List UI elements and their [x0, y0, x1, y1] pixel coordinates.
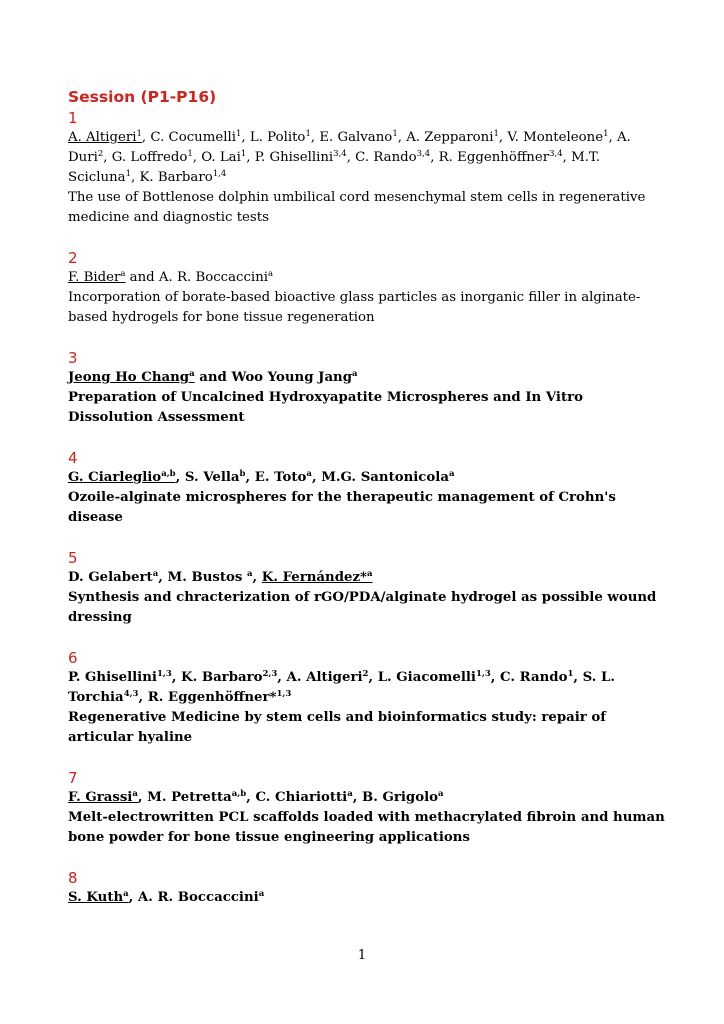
author-affiliation: a: [438, 789, 444, 799]
author: [287, 670, 369, 685]
author-name: K. Barbaro: [139, 170, 213, 185]
author-name: M. Bustos: [167, 570, 247, 585]
author-name: Jeong Ho Chang: [68, 370, 190, 385]
author-affiliation: a: [347, 789, 353, 799]
abstract-list-page: [68, 86, 668, 928]
author-name: F. Grassi: [68, 790, 133, 805]
author-name: G. Loffredo: [111, 150, 188, 165]
abstract-entry: [68, 648, 668, 748]
author: [255, 470, 312, 485]
author: [255, 150, 347, 165]
presenting-author: [68, 470, 176, 485]
author-affiliation: 1,3: [276, 689, 292, 699]
author-name: S. L. Torchia: [68, 670, 616, 705]
author-affiliation: 2: [362, 669, 369, 679]
abstract-entry: [68, 548, 668, 628]
author-affiliation: 1: [240, 149, 247, 159]
presenting-author: [68, 130, 142, 145]
author-name: P. Ghisellini: [254, 150, 334, 165]
author: [250, 130, 311, 145]
author-name: C. Cocumelli: [150, 130, 236, 145]
author-affiliation: a,b: [231, 789, 247, 799]
author-name: A. Altigeri: [68, 130, 137, 145]
author-name: A. Duri: [68, 130, 631, 165]
author-affiliation: 1: [125, 169, 131, 179]
author-name: G. Ciarleglio: [68, 470, 162, 485]
author-affiliation: a: [448, 469, 455, 479]
author-name: Woo Young Jang: [231, 370, 353, 385]
author-affiliation: a: [152, 569, 159, 579]
session-title: Session (P1-P16): [68, 88, 217, 106]
author: [112, 150, 193, 165]
author-affiliation: a: [352, 369, 358, 379]
author-name: F. Bider: [68, 270, 121, 285]
author-affiliation: 1: [567, 669, 574, 679]
author-affiliation: 1: [493, 129, 499, 139]
entry-authors: A. Altigeri$^1$, C. Cocumelli$^1$, L. Polito$^1$, E. Galvano$^1$, A. Zepparoni$^1$, V. Monteleone$^1$, A. Duri$^2$, G. Loffredo$^1$, O. Lai$^1$, P. Ghisellini$^{3,4}$, C. Rando$^{3,4}$, R. Eggenhöffner$^{3,4}$, M.T. Scicluna$^1$, K. Barbaro$^{1,4}$: [68, 129, 631, 185]
author-affiliation: 3,4: [416, 149, 431, 159]
author: [362, 790, 444, 805]
author-name: D. Gelabert: [68, 570, 153, 585]
author: [150, 130, 241, 145]
entry-number: 8: [68, 869, 78, 887]
entry-title: Synthesis and chracterization of rGO/PDA/alginate hydrogel as possible wound dressing: [68, 590, 657, 625]
author-name: A. Zepparoni: [406, 130, 494, 145]
author: [500, 670, 573, 685]
author-name: K. Barbaro: [181, 670, 263, 685]
entry-title: Ozoile-alginate microspheres for the therapeutic management of Crohn's disease: [68, 490, 616, 525]
author: [439, 150, 563, 165]
author-affiliation: a: [268, 269, 274, 279]
author: [378, 670, 491, 685]
author-affiliation: a,b: [161, 469, 176, 479]
author-affiliation: 2: [97, 149, 104, 159]
author-affiliation: b: [239, 469, 246, 479]
entry-title: Preparation of Uncalcined Hydroxyapatite Microspheres and In Vitro Dissolution Assessment: [68, 390, 583, 425]
entry-authors: S. Kuth$^a$, A. R. Boccaccini$^a$: [68, 889, 265, 905]
author: [68, 670, 172, 685]
author-name: M.G. Santonicola: [321, 470, 449, 485]
entry-number: 4: [68, 449, 78, 467]
author-affiliation: 1,3: [475, 669, 491, 679]
abstract-entry: [68, 108, 668, 228]
entry-number: 3: [68, 349, 78, 367]
abstract-entry: [68, 868, 668, 908]
author-name: E. Galvano: [319, 130, 393, 145]
author: [148, 690, 292, 705]
entry-number: 1: [68, 109, 78, 127]
author-affiliation: 3,4: [549, 149, 563, 159]
author-name: P. Ghisellini: [68, 670, 157, 685]
author-name: V. Monteleone: [507, 130, 604, 145]
presenting-author: [262, 570, 373, 585]
entries-list: [68, 108, 668, 908]
author-affiliation: a: [120, 269, 126, 279]
author-affiliation: 2,3: [262, 669, 278, 679]
author: [321, 470, 454, 485]
author: [231, 370, 357, 385]
author-affiliation: 1: [235, 129, 242, 139]
author-affiliation: 1,3: [156, 669, 172, 679]
author-name: B. Grigolo: [362, 790, 439, 805]
entry-number: 5: [68, 549, 78, 567]
author: [147, 790, 246, 805]
author-name: R. Eggenhöffner: [438, 150, 550, 165]
author-affiliation: 3,4: [333, 149, 347, 159]
author: [139, 170, 226, 185]
author: [319, 130, 397, 145]
entry-authors: F. Bider$^a$ and A. R. Boccaccini$^a$: [68, 269, 274, 285]
author-affiliation: 1: [392, 129, 398, 139]
author-name: E. Toto: [254, 470, 307, 485]
author-affiliation: a: [366, 569, 373, 579]
author: [68, 570, 158, 585]
author: [181, 670, 277, 685]
author-affiliation: 1: [305, 129, 311, 139]
author-name: C. Chiariotti: [255, 790, 348, 805]
presenting-author: [68, 270, 125, 285]
author-affiliation: a: [306, 469, 312, 479]
author: [185, 470, 246, 485]
entry-title: Incorporation of borate-based bioactive glass particles as inorganic filler in alginate-based hydrogels for bone tissue regeneration: [68, 290, 641, 325]
abstract-entry: [68, 248, 668, 328]
author: [201, 150, 246, 165]
presenting-author: [68, 370, 195, 385]
author-affiliation: 4,3: [123, 689, 139, 699]
author-affiliation: a: [123, 889, 129, 899]
entry-title: Regenerative Medicine by stem cells and bioinformatics study: repair of articular hyaline: [68, 710, 607, 745]
author-affiliation: 1,4: [212, 169, 227, 179]
author-name: A. Altigeri: [286, 670, 363, 685]
author-name: C. Rando: [500, 670, 568, 685]
author-name: M.T. Scicluna: [68, 150, 601, 185]
presenting-author: [68, 790, 138, 805]
author-name: O. Lai: [201, 150, 241, 165]
entry-number: 7: [68, 769, 78, 787]
author-affiliation: a: [258, 889, 265, 899]
entry-number: 2: [68, 249, 78, 267]
entry-authors: G. Ciarleglio$^{a,b}$, S. Vella$^b$, E. Toto$^a$, M.G. Santonicola$^a$: [68, 469, 455, 485]
entry-authors: Jeong Ho Chang$^a$ and Woo Young Jang$^a$: [68, 369, 358, 385]
author-name: L. Polito: [249, 130, 306, 145]
author: [167, 570, 252, 585]
abstract-entry: [68, 348, 668, 428]
author-affiliation: a: [189, 369, 195, 379]
author-name: A. R. Boccaccini: [158, 270, 269, 285]
author-affiliation: a: [132, 789, 138, 799]
author: [355, 150, 430, 165]
entry-number: 6: [68, 649, 78, 667]
author: [255, 790, 352, 805]
author-name: L. Giacomelli: [377, 670, 476, 685]
author: [406, 130, 499, 145]
author-name: S. Kuth: [68, 890, 124, 905]
presenting-author: [68, 890, 129, 905]
entry-authors: D. Gelabert$^a$, M. Bustos $^a$, K. Fernández*$^a$: [68, 569, 373, 585]
author: [138, 890, 264, 905]
entry-authors: F. Grassi$^a$, M. Petretta$^{a,b}$, C. Chiariotti$^a$, B. Grigolo$^a$: [68, 789, 444, 805]
author-affiliation: 1: [136, 129, 142, 139]
entry-authors: P. Ghisellini$^{1,3}$, K. Barbaro$^{2,3}$, A. Altigeri$^2$, L. Giacomelli$^{1,3}$, C. Rando$^1$, S. L. Torchia$^{4,3}$, R. Eggenhöffner*$^{1,3}$: [68, 669, 616, 705]
abstract-entry: [68, 768, 668, 848]
entry-title: The use of Bottlenose dolphin umbilical cord mesenchymal stem cells in regenerative medicine and diagnostic tests: [68, 190, 646, 225]
author-name: A. R. Boccaccini: [137, 890, 259, 905]
author-affiliation: 1: [603, 129, 609, 139]
abstract-entry: [68, 448, 668, 528]
page-number: 1: [357, 948, 367, 963]
author-affiliation: 1: [187, 149, 193, 159]
author-name: S. Vella: [184, 470, 240, 485]
author-name: K. Fernández*: [261, 570, 367, 585]
author-name: M. Petretta: [147, 790, 232, 805]
author: [159, 270, 273, 285]
author-name: R. Eggenhöffner*: [147, 690, 277, 705]
entry-title: Melt-electrowritten PCL scaffolds loaded with methacrylated fibroin and human bone powder for bone tissue engineering applications: [68, 810, 665, 845]
author: [507, 130, 608, 145]
author-affiliation: a: [246, 569, 253, 579]
author-name: C. Rando: [355, 150, 417, 165]
